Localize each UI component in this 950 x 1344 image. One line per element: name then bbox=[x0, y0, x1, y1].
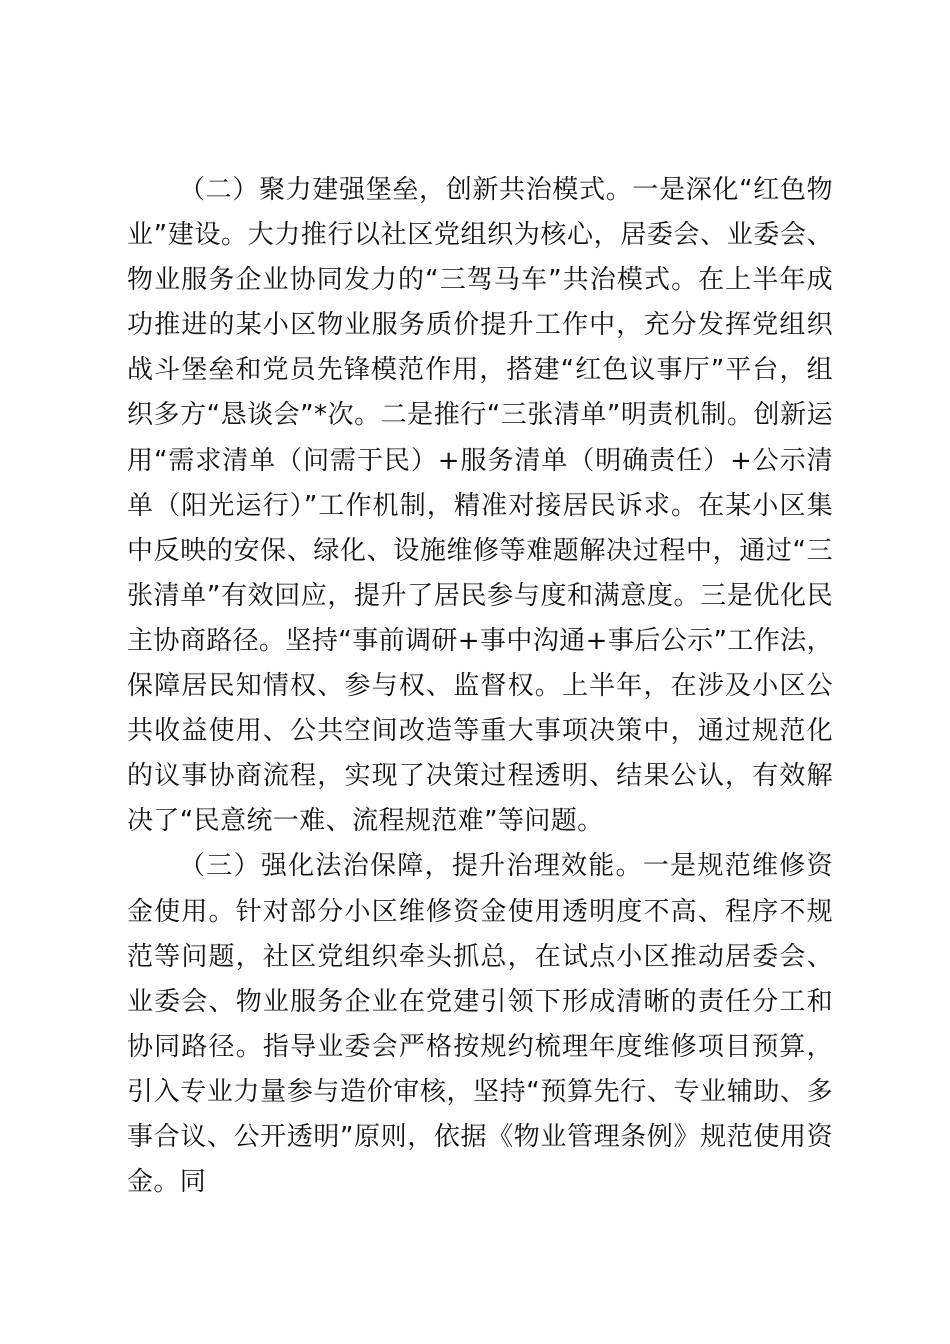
document-body bbox=[127, 168, 833, 1205]
paragraph-section-two: （二）聚力建强堡垒，创新共治模式。一是深化“红色物业”建设。大力推行以社区党组织为核心，居委会、业委会、物业服务企业协同发力的“三驾马车”共治模式。在上半年成功推进的某小区物业服务质价提升工作中，充分发挥党组织战斗堡垒和党员先锋模范作用，搭建“红色议事厅”平台，组织多方“恳谈会”*次。二是推行“三张清单”明责机制。创新运用“需求清单（问需于民）+服务清单（明确责任）+公示清单（阳光运行）”工作机制，精准对接居民诉求。在某小区集中反映的安保、绿化、设施维修等难题解决过程中，通过“三张清单”有效回应，提升了居民参与度和满意度。三是优化民主协商路径。坚持“事前调研+事中沟通+事后公示”工作法，保障居民知情权、参与权、监督权。上半年，在涉及小区公共收益使用、公共空间改造等重大事项决策中，通过规范化的议事协商流程，实现了决策过程透明、结果公认，有效解决了“民意统一难、流程规范难”等问题。 bbox=[127, 175, 833, 837]
paragraph-section-three: （三）强化法治保障，提升治理效能。一是规范维修资金使用。针对部分小区维修资金使用透明度不高、程序不规范等问题，社区党组织牵头抓总，在试点小区推动居委会、业委会、物业服务企业在党建引领下形成清晰的责任分工和协同路径。指导业委会严格按规约梳理年度维修项目预算，引入专业力量参与造价审核，坚持“预算先行、专业辅助、多事合议、公开透明”原则，依据《物业管理条例》规范使用资金。同 bbox=[127, 851, 833, 1198]
